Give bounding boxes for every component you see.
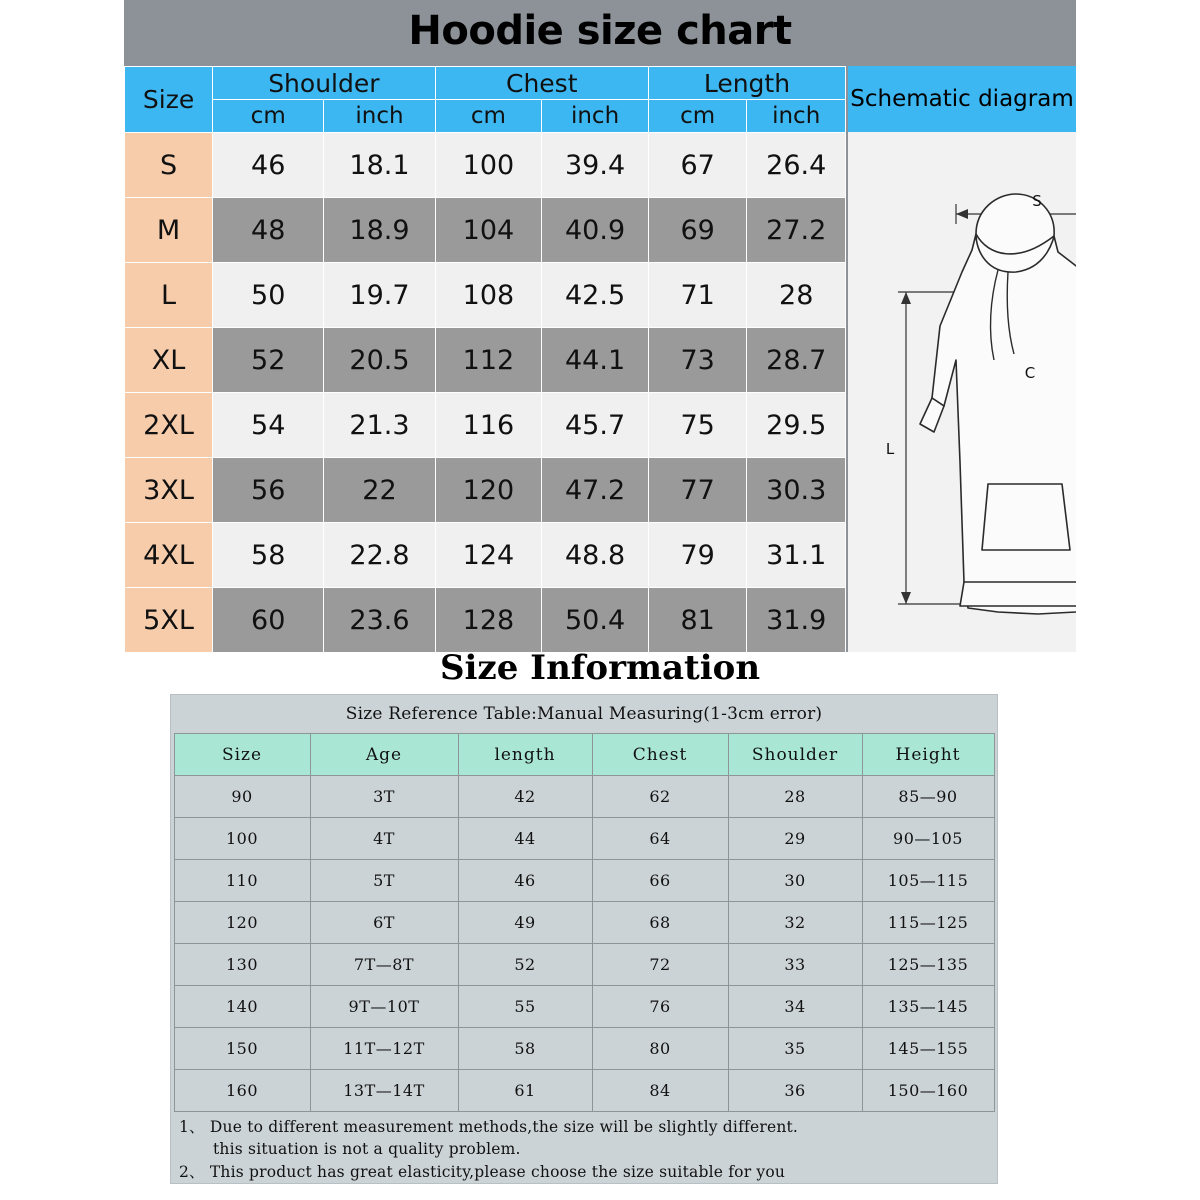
header-chest-inch: inch: [542, 100, 649, 133]
cell-age: 3T: [310, 776, 458, 818]
table-row: [125, 588, 846, 653]
cell-age: 13T—14T: [310, 1070, 458, 1112]
cell-length-in: 26.4: [747, 133, 846, 198]
page-title: Hoodie size chart: [408, 8, 792, 54]
table-header-groups: [125, 67, 846, 100]
cell-length: 46: [458, 860, 592, 902]
cell-length-in: 28.7: [747, 328, 846, 393]
cell-length-cm: 71: [648, 263, 747, 328]
header-chest: Chest: [592, 734, 728, 776]
cell-chest-in: 48.8: [542, 523, 649, 588]
cell-height: 125—135: [862, 944, 994, 986]
cell-height: 90—105: [862, 818, 994, 860]
cell-shoulder: 30: [728, 860, 862, 902]
note-line-1: 1、 Due to different measurement methods,the size will be slightly different.: [179, 1118, 799, 1136]
schematic-diagram-header: Schematic diagram: [848, 66, 1076, 132]
cell-shoulder-in: 18.9: [324, 198, 435, 263]
hoodie-size-chart-panel: [124, 0, 1076, 652]
cell-shoulder-cm: 46: [213, 133, 324, 198]
cell-length-cm: 69: [648, 198, 747, 263]
table-row: [174, 1028, 994, 1070]
header-length: length: [458, 734, 592, 776]
cell-shoulder-in: 19.7: [324, 263, 435, 328]
table-row: [174, 776, 994, 818]
cell-size: 2XL: [125, 393, 213, 458]
header-length-cm: cm: [648, 100, 747, 133]
cell-size: 5XL: [125, 588, 213, 653]
cell-chest-cm: 112: [435, 328, 542, 393]
cell-chest: 76: [592, 986, 728, 1028]
table-row: [125, 263, 846, 328]
cell-chest: 62: [592, 776, 728, 818]
cell-shoulder-cm: 58: [213, 523, 324, 588]
header-shoulder: Shoulder: [213, 67, 436, 100]
cell-chest-in: 50.4: [542, 588, 649, 653]
cell-shoulder: 36: [728, 1070, 862, 1112]
cell-length: 44: [458, 818, 592, 860]
cell-size: S: [125, 133, 213, 198]
adult-size-table: [124, 66, 846, 653]
cell-size: L: [125, 263, 213, 328]
cell-shoulder: 35: [728, 1028, 862, 1070]
label-shoulder: S: [1032, 192, 1042, 210]
table-row: [125, 198, 846, 263]
cell-height: 105—115: [862, 860, 994, 902]
cell-shoulder: 29: [728, 818, 862, 860]
cell-length-cm: 73: [648, 328, 747, 393]
cell-chest-cm: 104: [435, 198, 542, 263]
cell-chest-cm: 120: [435, 458, 542, 523]
cell-age: 4T: [310, 818, 458, 860]
hoodie-diagram-icon: [848, 132, 1076, 652]
cell-chest-in: 47.2: [542, 458, 649, 523]
table-row: [174, 986, 994, 1028]
cell-age: 7T—8T: [310, 944, 458, 986]
table-row: [125, 458, 846, 523]
cell-shoulder-in: 18.1: [324, 133, 435, 198]
cell-length: 55: [458, 986, 592, 1028]
cell-shoulder-in: 20.5: [324, 328, 435, 393]
table-row: [174, 818, 994, 860]
cell-shoulder-in: 22.8: [324, 523, 435, 588]
cell-length-in: 27.2: [747, 198, 846, 263]
header-shoulder-cm: cm: [213, 100, 324, 133]
cell-shoulder-in: 22: [324, 458, 435, 523]
cell-length-in: 30.3: [747, 458, 846, 523]
cell-length: 61: [458, 1070, 592, 1112]
measurement-notes: [171, 1112, 997, 1183]
cell-length-cm: 77: [648, 458, 747, 523]
cell-chest-in: 40.9: [542, 198, 649, 263]
cell-chest-in: 39.4: [542, 133, 649, 198]
cell-chest-cm: 108: [435, 263, 542, 328]
cell-chest: 84: [592, 1070, 728, 1112]
cell-length: 42: [458, 776, 592, 818]
cell-chest-cm: 128: [435, 588, 542, 653]
cell-size: 150: [174, 1028, 310, 1070]
cell-size: 140: [174, 986, 310, 1028]
cell-height: 150—160: [862, 1070, 994, 1112]
cell-shoulder: 32: [728, 902, 862, 944]
header-shoulder-inch: inch: [324, 100, 435, 133]
cell-length-cm: 75: [648, 393, 747, 458]
header-age: Age: [310, 734, 458, 776]
cell-length-cm: 67: [648, 133, 747, 198]
cell-size: 100: [174, 818, 310, 860]
cell-shoulder-in: 21.3: [324, 393, 435, 458]
cell-chest-cm: 116: [435, 393, 542, 458]
cell-size: M: [125, 198, 213, 263]
table-row: [174, 860, 994, 902]
label-length: L: [885, 440, 895, 458]
cell-shoulder: 34: [728, 986, 862, 1028]
cell-length-in: 28: [747, 263, 846, 328]
cell-shoulder-in: 23.6: [324, 588, 435, 653]
cell-shoulder-cm: 56: [213, 458, 324, 523]
note-line-3: 2、 This product has great elasticity,please choose the size suitable for you: [179, 1162, 786, 1181]
note-line-2: this situation is not a quality problem.: [213, 1140, 521, 1159]
header-length: Length: [648, 67, 845, 100]
cell-shoulder-cm: 48: [213, 198, 324, 263]
cell-length-cm: 81: [648, 588, 747, 653]
header-size: Size: [174, 734, 310, 776]
cell-length-cm: 79: [648, 523, 747, 588]
table-header-units: [125, 100, 846, 133]
header-chest: Chest: [435, 67, 648, 100]
cell-length: 52: [458, 944, 592, 986]
cell-size: 130: [174, 944, 310, 986]
cell-chest: 68: [592, 902, 728, 944]
cell-length-in: 29.5: [747, 393, 846, 458]
cell-size: 110: [174, 860, 310, 902]
cell-shoulder-cm: 52: [213, 328, 324, 393]
cell-height: 135—145: [862, 986, 994, 1028]
table-row: [174, 1070, 994, 1112]
cell-chest: 80: [592, 1028, 728, 1070]
schematic-diagram-panel: [848, 132, 1076, 652]
header-height: Height: [862, 734, 994, 776]
size-reference-panel: [170, 694, 998, 1184]
table-row: [125, 328, 846, 393]
reference-table-body: [174, 776, 994, 1112]
header-shoulder: Shoulder: [728, 734, 862, 776]
cell-length: 58: [458, 1028, 592, 1070]
kids-size-reference-table: [174, 733, 995, 1112]
cell-size: 120: [174, 902, 310, 944]
table-row: [125, 523, 846, 588]
cell-size: 90: [174, 776, 310, 818]
table-row: [125, 133, 846, 198]
header-size: Size: [125, 67, 213, 133]
reference-table-caption: Size Reference Table:Manual Measuring(1-3cm error): [345, 704, 823, 724]
header-length-inch: inch: [747, 100, 846, 133]
cell-size: 4XL: [125, 523, 213, 588]
cell-chest-in: 44.1: [542, 328, 649, 393]
table-row: [125, 393, 846, 458]
cell-height: 145—155: [862, 1028, 994, 1070]
cell-age: 9T—10T: [310, 986, 458, 1028]
cell-chest-in: 42.5: [542, 263, 649, 328]
cell-age: 5T: [310, 860, 458, 902]
cell-size: 3XL: [125, 458, 213, 523]
cell-chest: 72: [592, 944, 728, 986]
cell-height: 115—125: [862, 902, 994, 944]
cell-length: 49: [458, 902, 592, 944]
cell-shoulder-cm: 50: [213, 263, 324, 328]
cell-age: 6T: [310, 902, 458, 944]
label-chest: C: [1024, 364, 1036, 382]
cell-chest: 64: [592, 818, 728, 860]
table-row: [174, 902, 994, 944]
cell-shoulder-cm: 60: [213, 588, 324, 653]
cell-age: 11T—12T: [310, 1028, 458, 1070]
cell-chest-cm: 124: [435, 523, 542, 588]
cell-length-in: 31.1: [747, 523, 846, 588]
cell-size: XL: [125, 328, 213, 393]
table-row: [174, 944, 994, 986]
cell-chest-cm: 100: [435, 133, 542, 198]
cell-chest: 66: [592, 860, 728, 902]
reference-header-row: [174, 734, 994, 776]
cell-height: 85—90: [862, 776, 994, 818]
header-chest-cm: cm: [435, 100, 542, 133]
cell-shoulder-cm: 54: [213, 393, 324, 458]
cell-shoulder: 28: [728, 776, 862, 818]
cell-shoulder: 33: [728, 944, 862, 986]
section-title: Size Information: [439, 648, 761, 688]
cell-chest-in: 45.7: [542, 393, 649, 458]
adult-size-table-body: [125, 133, 846, 653]
cell-length-in: 31.9: [747, 588, 846, 653]
cell-size: 160: [174, 1070, 310, 1112]
